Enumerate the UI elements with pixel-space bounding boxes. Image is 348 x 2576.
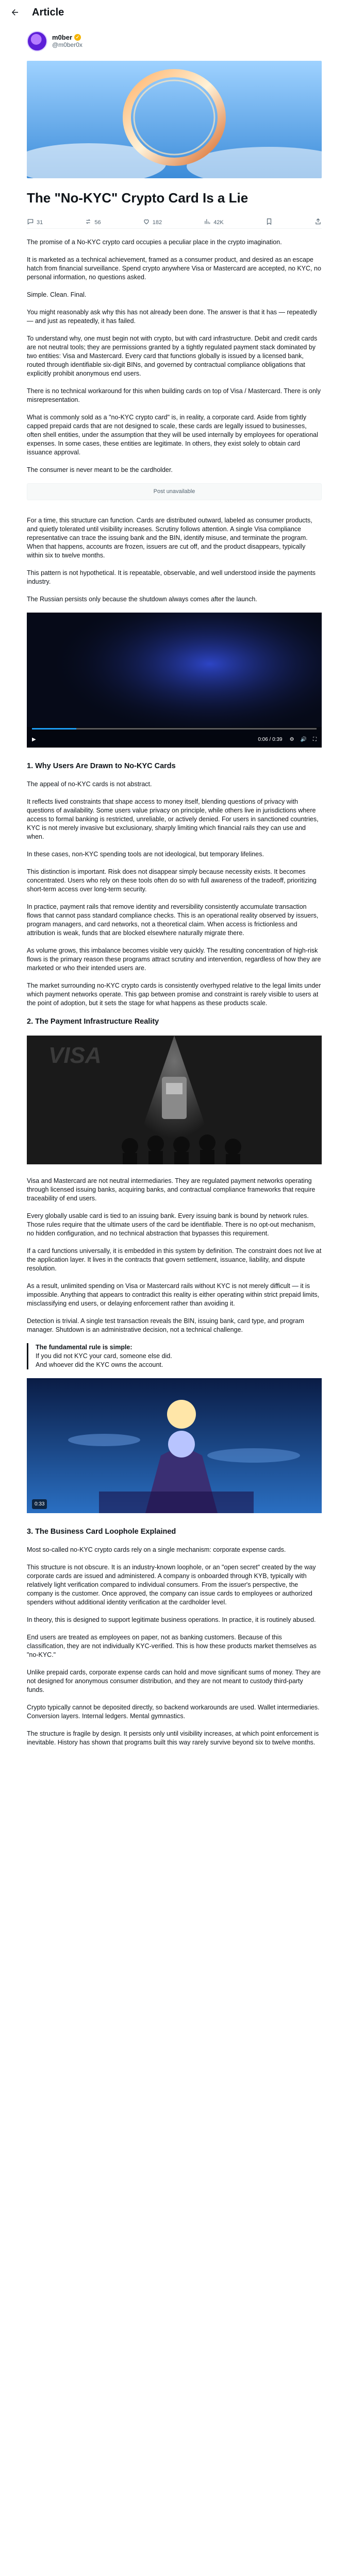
paragraph: It reflects lived constraints that shape access to money itself, blending questions of privacy with questions of availability. Some users value privacy on principle, while others live in jurisdictions where access to formal banking is restricted, unreliable, or actively denied. For users in sanctioned countries, KYC is not merely invasive but exclusionary, sharply limiting which financial rails they can use and when.	[27, 798, 319, 840]
paragraph: The appeal of no-KYC cards is not abstract.	[27, 781, 152, 788]
embedded-video[interactable]	[27, 1378, 322, 1513]
paragraph: In these cases, non-KYC spending tools are not ideological, but temporary lifelines.	[27, 851, 264, 858]
reply-icon	[27, 218, 34, 227]
paragraph: Every globally usable card is tied to an issuing bank. Every issuing bank is bound by network rules. Those rules require that the ultimate users of the card be identifiable. There is no opt-out mechanism, no hidden configuration, and no technical abstraction that bypasses this requirement.	[27, 1212, 316, 1237]
repost-button[interactable]	[85, 218, 101, 227]
hero-image	[27, 61, 322, 178]
paragraph: The consumer is never meant to be the cardholder.	[27, 466, 173, 473]
visa-logo-text: VISA	[48, 1043, 102, 1068]
paragraph: To understand why, one must begin not with crypto, but with card infrastructure. Debit and credit cards are not neutral tools; they are permissions granted by a tightly regulated payment stack dominated by two entities: Visa and Mastercard. Every card that functions globally is issued by a licensed bank, routed through identifiable six-digit BINs, and governed by contractual compliance obligations that explicitly prohibit anonymous end users.	[27, 335, 318, 377]
top-bar	[0, 0, 348, 25]
play-icon[interactable]: ▶	[32, 736, 36, 742]
page-title: Article	[32, 6, 64, 18]
article-body	[27, 238, 322, 1756]
reply-button[interactable]	[27, 218, 43, 227]
reply-count: 31	[37, 219, 43, 226]
paragraph: End users are treated as employees on paper, not as banking customers. Because of this classification, they are not individually KYC-verified. This is how these products market themselves as "no-KYC."	[27, 1634, 317, 1658]
fullscreen-icon[interactable]: ⛶	[313, 736, 317, 742]
paragraph: As a result, unlimited spending on Visa or Mastercard rails without KYC is not merely difficult — it is impossible. Anything that appears to contradict this reality is either operating within strict prepaid limits, misclassifying end users, or delaying enforcement rather than avoiding it.	[27, 1282, 319, 1307]
paragraph: This structure is not obscure. It is an industry-known loophole, or an "open secret" created by the way corporate cards are issued and administered. A company is onboarded through KYB, typically with relatively light verification compared to individual consumers. From the issuer's perspective, the company is the customer. Once approved, the company can issue cards to employees or authorized spenders without additional identity verification at the cardholder level.	[27, 1564, 316, 1606]
quote-title: The fundamental rule is simple:	[36, 1344, 132, 1351]
author-row[interactable]	[27, 30, 82, 53]
paragraph: The promise of a No-KYC crypto card occupies a peculiar place in the crypto imagination.	[27, 239, 282, 246]
paragraph: In theory, this is designed to support legitimate business operations. In practice, it is routinely abused.	[27, 1616, 316, 1623]
video-controls	[27, 731, 322, 748]
paragraph: This distinction is important. Risk does not disappear simply because necessity exists. It becomes concentrated. Users who rely on these tools often do so with full awareness of the tradeoff, prioritizing short-term access over long-term security.	[27, 868, 317, 893]
share-icon	[314, 218, 322, 227]
verified-badge-icon: ✓	[74, 34, 81, 41]
author-name[interactable]: m0ber	[52, 33, 73, 41]
views-count: 42K	[213, 219, 224, 226]
back-arrow-icon[interactable]	[9, 7, 21, 18]
section-heading: 1. Why Users Are Drawn to No-KYC Cards	[27, 762, 176, 770]
paragraph: It is marketed as a technical achievement, framed as a consumer product, and desired as an escape hatch from financial surveillance. Spend crypto anywhere Visa or Mastercard are accepted, no KYC, no personal information, no questions asked.	[27, 256, 321, 281]
video-player[interactable]	[27, 613, 322, 748]
video-duration: 0:33	[32, 1499, 47, 1509]
quote-line: And whoever did the KYC owns the account.	[36, 1361, 163, 1368]
repost-icon	[85, 218, 92, 227]
heart-icon	[143, 218, 150, 227]
paragraph: You might reasonably ask why this has not already been done. The answer is that it has — repeatedly — and just as repeatedly, it has failed.	[27, 309, 317, 325]
section-heading: 2. The Payment Infrastructure Reality	[27, 1018, 159, 1026]
bookmark-icon	[266, 218, 273, 227]
divider	[27, 228, 322, 229]
paragraph: Simple. Clean. Final.	[27, 291, 87, 298]
paragraph: Crypto typically cannot be deposited directly, so backend workarounds are used. Wallet intermediaries. Conversion layers. Internal ledgers. Mental gymnastics.	[27, 1704, 320, 1720]
views-button[interactable]	[204, 218, 224, 227]
like-count: 182	[152, 219, 162, 226]
video-time: 0:06 / 0:39	[258, 736, 283, 742]
visa-illustration-image	[27, 1036, 322, 1164]
paragraph: The Russian persists only because the shutdown always comes after the launch.	[27, 596, 257, 603]
avatar[interactable]	[27, 31, 47, 52]
settings-gear-icon[interactable]: ⚙	[289, 736, 294, 742]
paragraph: If a card functions universally, it is embedded in this system by definition. The constraint does not live at the application layer. It lives in the contracts that govern settlement, issuance, liability, and dispute resolution.	[27, 1247, 322, 1272]
paragraph: This pattern is not hypothetical. It is repeatable, observable, and well understood inside the payments industry.	[27, 569, 316, 585]
author-handle[interactable]: @m0ber0x	[52, 41, 82, 48]
like-button[interactable]	[143, 218, 162, 227]
views-icon	[204, 218, 211, 227]
volume-icon[interactable]: 🔊	[300, 736, 307, 742]
paragraph: The market surrounding no-KYC crypto cards is consistently overhyped relative to the legal limits under which payment networks operate. This gap between promise and constraint is rarely visible to users at the point of adoption, but it sets the stage for what happens as these products scale.	[27, 982, 321, 1007]
paragraph: Visa and Mastercard are not neutral intermediaries. They are regulated payment networks operating through licensed issuing banks, acquiring banks, and contractual compliance frameworks that require traceability of end users.	[27, 1177, 316, 1202]
paragraph: As volume grows, this imbalance becomes visible very quickly. The resulting concentration of high-risk flows is the primary reason these programs attract scrutiny and intervention, regardless of how they are marketed or who their intended users are.	[27, 947, 321, 972]
paragraph: The structure is fragile by design. It persists only until visibility increases, at which point enforcement is inevitable. History has shown that programs built this way rarely survive beyond six to twelve months.	[27, 1730, 319, 1746]
paragraph: Unlike prepaid cards, corporate expense cards can hold and move significant sums of money. They are not designed for anonymous consumer distribution, and they are not meant to custody third-party funds.	[27, 1669, 321, 1693]
article-title: The "No-KYC" Crypto Card Is a Lie	[27, 190, 248, 206]
section-heading: 3. The Business Card Loophole Explained	[27, 1528, 176, 1536]
bookmark-button[interactable]	[266, 218, 273, 227]
paragraph: In practice, payment rails that remove identity and reversibility consistently accumulate transaction flows that cannot pass standard compliance checks. This is an operational reality observed by issuers, program managers, and card networks, not a theoretical claim. When access is frictionless and attribution is weak, funds that are blocked elsewhere naturally migrate there.	[27, 903, 319, 937]
paragraph: Most so-called no-KYC crypto cards rely on a single mechanism: corporate expense cards.	[27, 1546, 286, 1553]
quote-line: If you did not KYC your card, someone else did.	[36, 1352, 172, 1360]
paragraph: What is commonly sold as a "no-KYC crypto card" is, in reality, a corporate card. Aside from tightly capped prepaid cards that are not designed to scale, these cards are legally issued to businesses, often shell entities, under the assumption that they will be used internally by employees for operational expenses. In some cases, these entities are legitimate. In others, they exist solely to obtain card issuance approval.	[27, 414, 318, 456]
blockquote	[27, 1343, 322, 1369]
repost-count: 56	[94, 219, 101, 226]
paragraph: For a time, this structure can function. Cards are distributed outward, labeled as consumer products, and quietly tolerated until visibility increases. Scrutiny follows attention. A single Visa compliance representative can trace the issuing bank and the BIN, identify misuse, and terminate the program. When that happens, accounts are frozen, issuers are cut off, and the product disappears, typically within six to twelve months.	[27, 517, 312, 559]
paragraph: There is no technical workaround for this when building cards on top of Visa / Mastercard. There is only misrepresentation.	[27, 387, 321, 403]
paragraph: Detection is trivial. A single test transaction reveals the BIN, issuing bank, card type, and program manager. Shutdown is an administrative decision, not a technical challenge.	[27, 1317, 304, 1333]
share-button[interactable]	[314, 218, 322, 227]
engagement-bar	[27, 218, 322, 227]
post-unavailable-notice: Post unavailable	[27, 483, 322, 500]
